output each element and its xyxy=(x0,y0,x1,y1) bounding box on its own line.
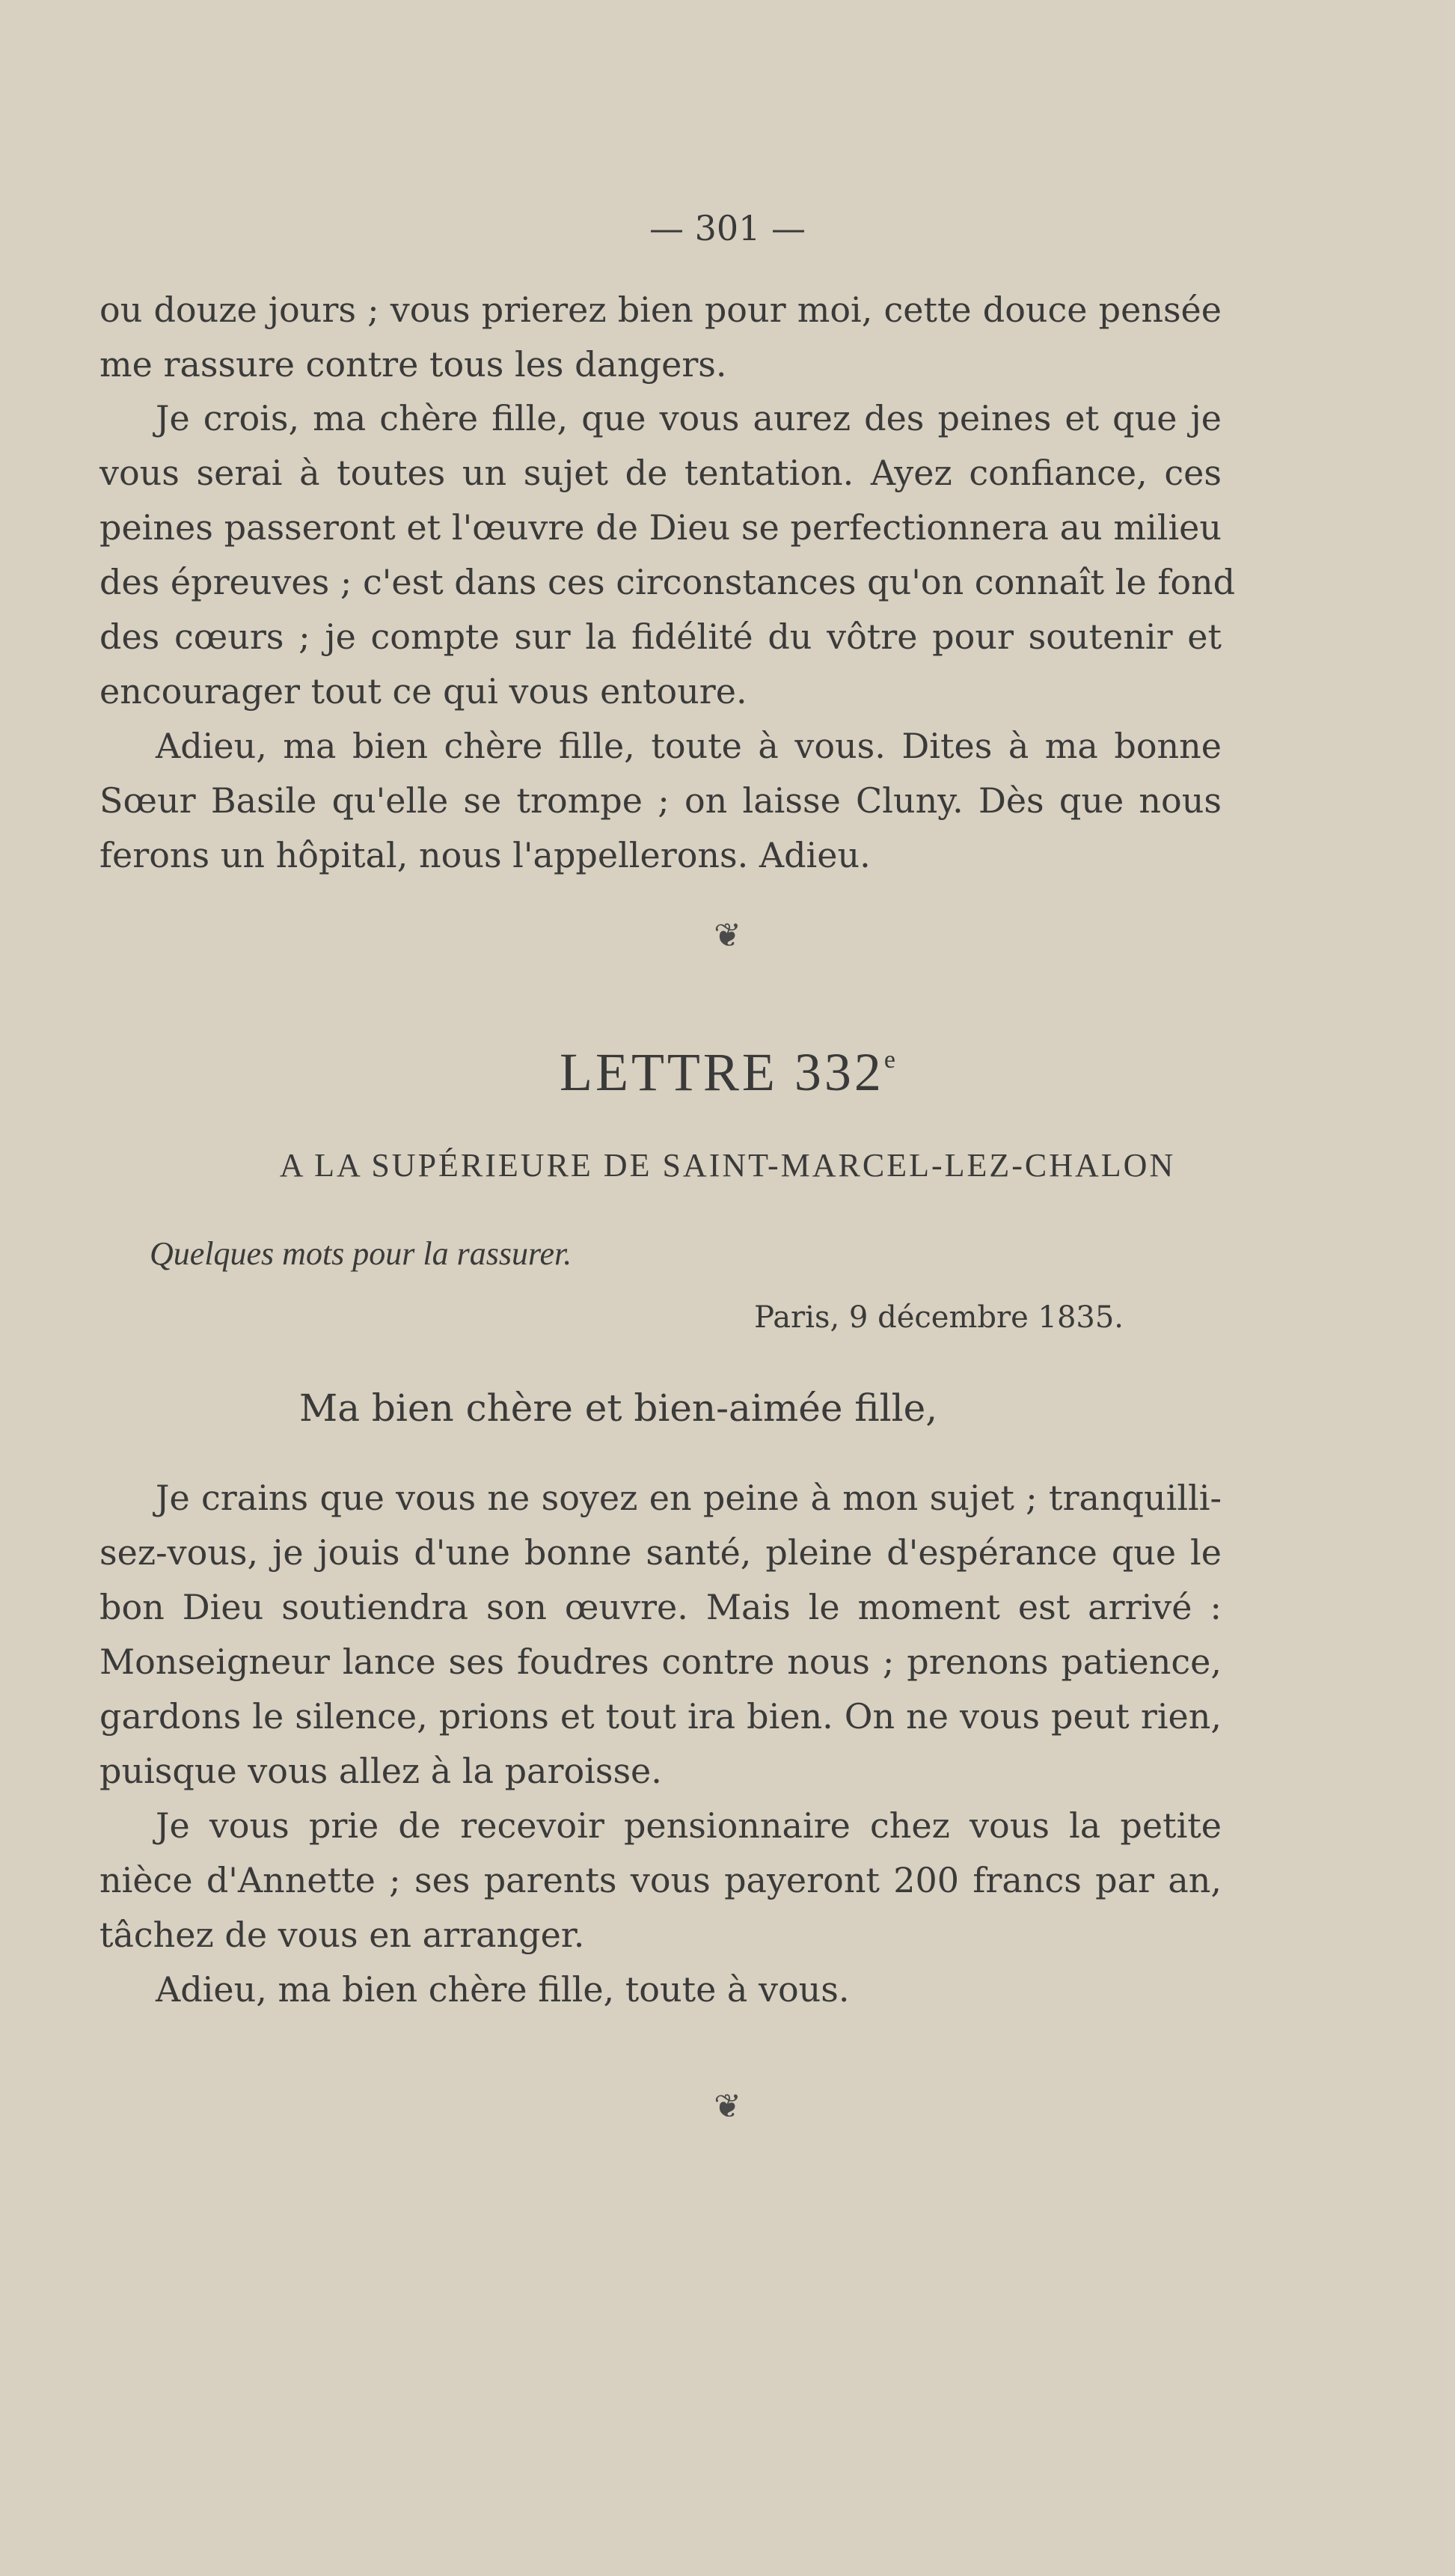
text-line: Je vous prie de recevoir pensionnaire chez vous la petite xyxy=(156,1805,1222,1846)
text-line: Adieu, ma bien chère fille, toute à vous. xyxy=(156,1969,850,2010)
letter-salutation: Ma bien chère et bien-aimée fille, xyxy=(299,1386,938,1430)
letter-summary: Quelques mots pour la rassurer. xyxy=(150,1235,572,1272)
letter-addressee: A LA SUPÉRIEURE DE SAINT-MARCEL-LEZ-CHALON xyxy=(279,1147,1176,1184)
text-line: sez-vous, je jouis d'une bonne santé, pleine d'espérance que le xyxy=(99,1532,1222,1573)
text-line: me rassure contre tous les dangers. xyxy=(99,344,727,385)
text-line: Monseigneur lance ses foudres contre nous ; prenons patience, xyxy=(99,1642,1222,1682)
text-line: ferons un hôpital, nous l'appellerons. Adieu. xyxy=(99,835,871,875)
text-line: bon Dieu soutiendra son œuvre. Mais le moment est arrivé : xyxy=(99,1587,1222,1627)
text-line: Je crois, ma chère fille, que vous aurez des peines et que je xyxy=(156,398,1222,438)
text-line: puisque vous allez à la paroisse. xyxy=(99,1751,662,1791)
letter-title-superscript: e xyxy=(883,1046,896,1074)
text-line: gardons le silence, prions et tout ira bien. On ne vous peut rien, xyxy=(99,1696,1222,1737)
letter-dateline: Paris, 9 décembre 1835. xyxy=(754,1300,1124,1335)
letter-title xyxy=(0,1041,1455,1104)
letter-title-text: LETTRE 332 xyxy=(559,1042,884,1102)
text-line: ou douze jours ; vous prierez bien pour moi, cette douce pensée xyxy=(99,290,1222,330)
text-line: tâchez de vous en arranger. xyxy=(99,1915,585,1955)
page-number: — 301 — xyxy=(649,208,806,248)
text-line: Je crains que vous ne soyez en peine à mon sujet ; tranquilli- xyxy=(156,1478,1222,1518)
text-line: peines passeront et l'œuvre de Dieu se perfectionnera au milieu xyxy=(99,507,1222,548)
text-line: Adieu, ma bien chère fille, toute à vous. Dites à ma bonne xyxy=(156,726,1222,766)
text-line: vous serai à toutes un sujet de tentation. Ayez confiance, ces xyxy=(99,453,1222,493)
text-line: encourager tout ce qui vous entoure. xyxy=(99,671,747,712)
text-line: des cœurs ; je compte sur la fidélité du vôtre pour soutenir et xyxy=(99,617,1222,657)
text-line: Sœur Basile qu'elle se trompe ; on laisse Cluny. Dès que nous xyxy=(99,780,1222,821)
text-line: nièce d'Annette ; ses parents vous payeront 200 francs par an, xyxy=(99,1860,1222,1900)
ornament-divider: ❦ xyxy=(714,917,741,955)
text-line: des épreuves ; c'est dans ces circonstances qu'on connaît le fond xyxy=(99,562,1236,602)
ornament-divider: ❦ xyxy=(714,2087,741,2126)
